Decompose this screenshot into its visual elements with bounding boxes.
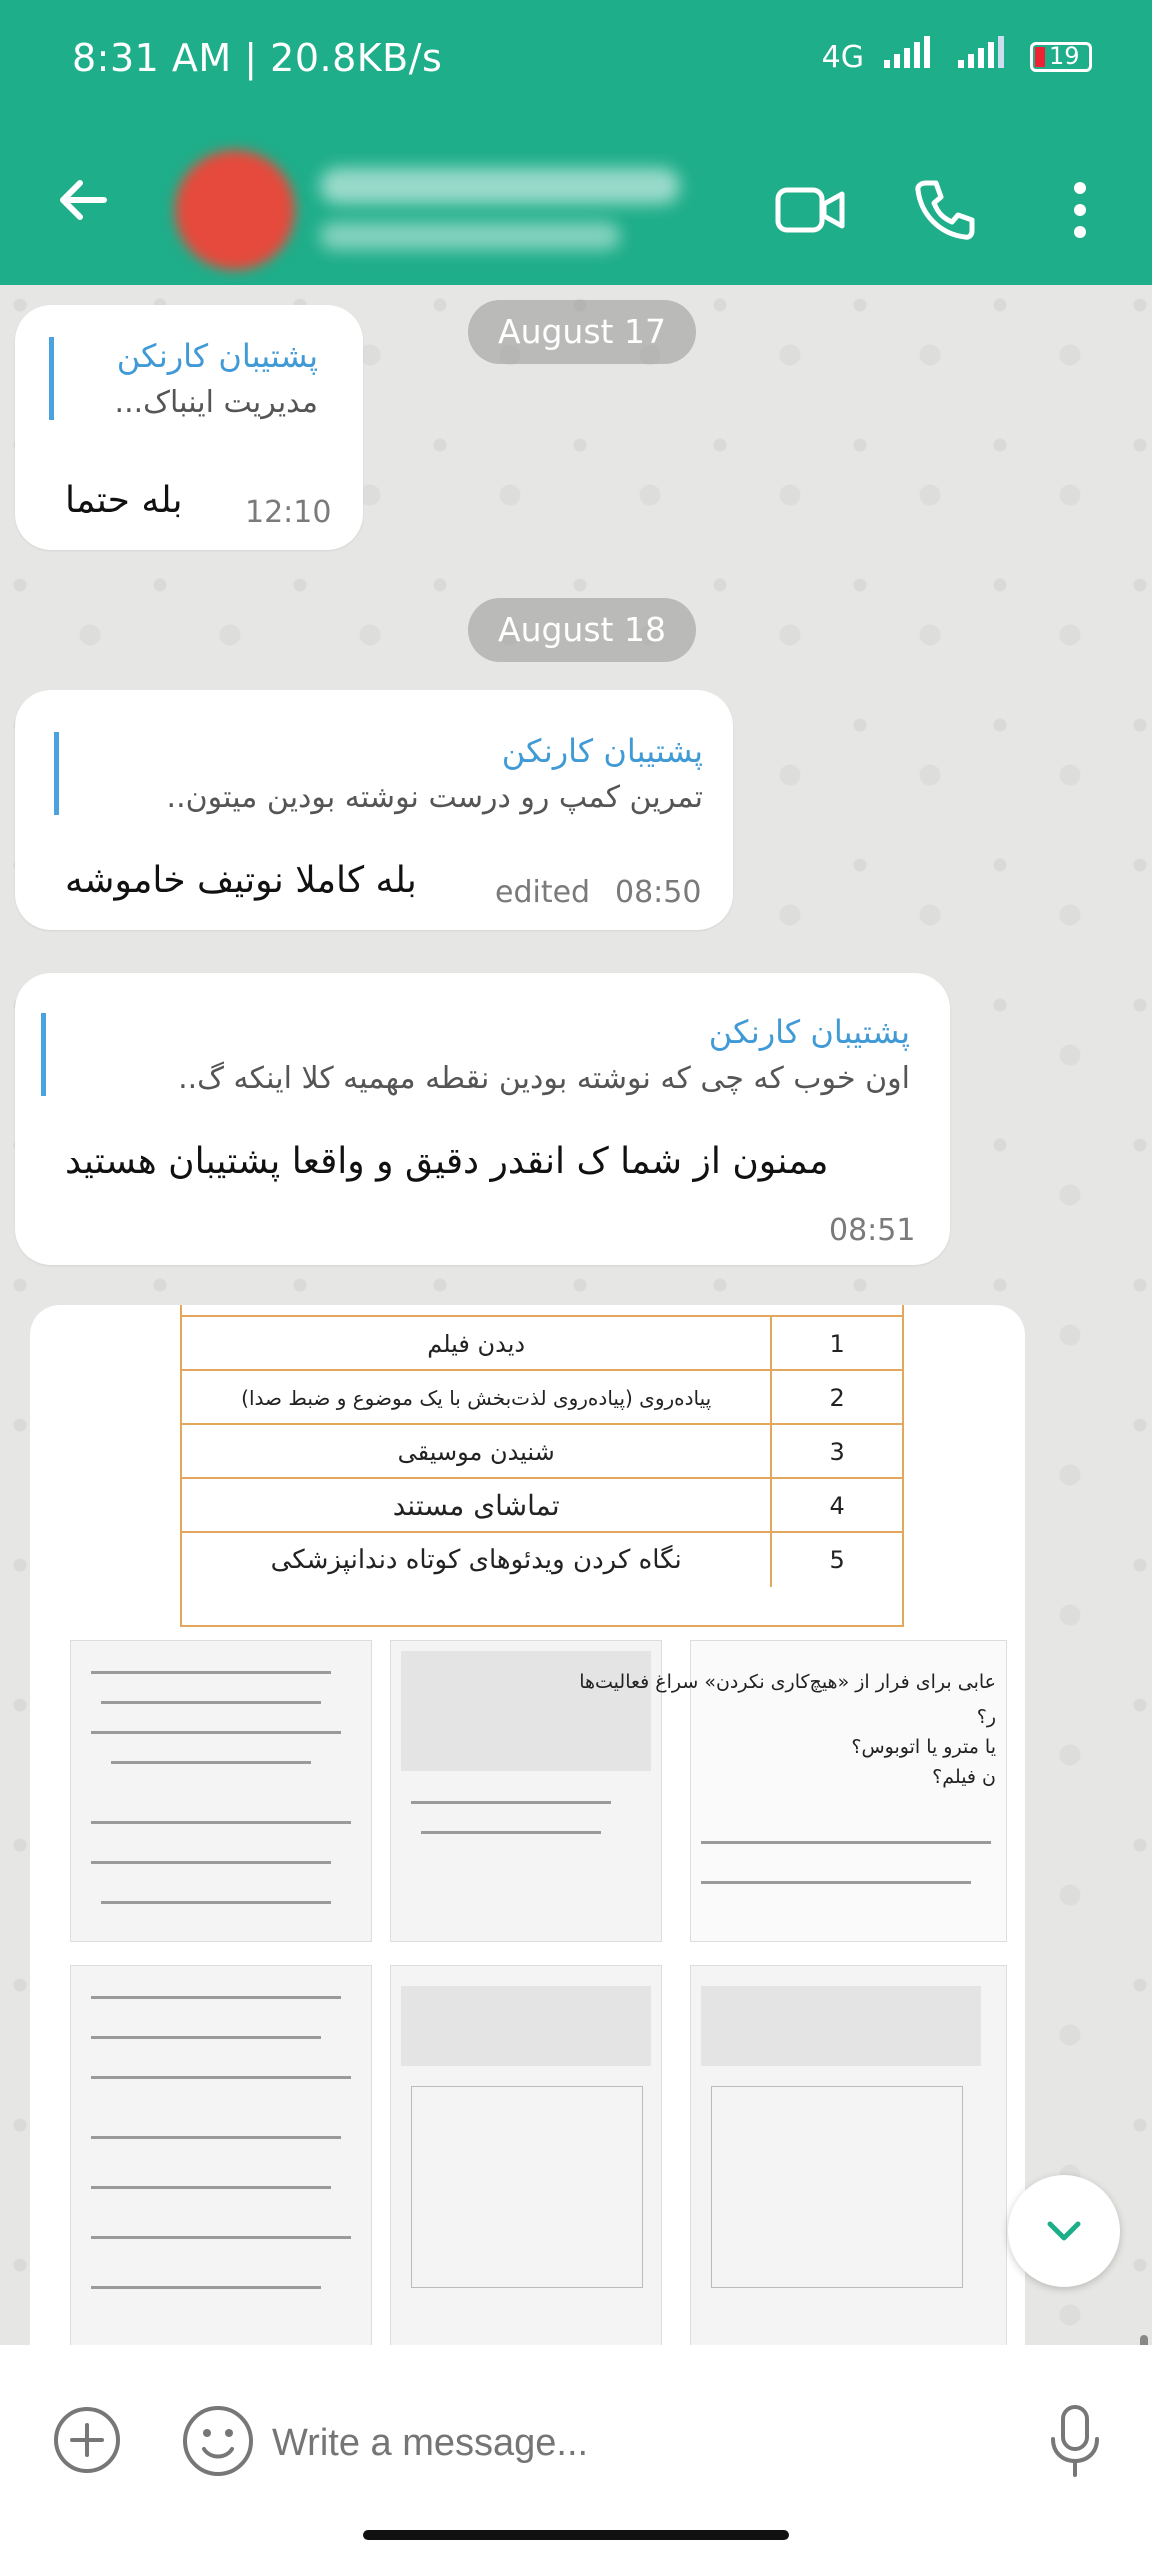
scroll-to-bottom-button[interactable] xyxy=(1008,2175,1120,2287)
worksheet-thumbnail xyxy=(390,1965,662,2345)
table-row: پیاده‌روی (پیاده‌روی لذت‌بخش با یک موضوع و ضبط صدا) 2 xyxy=(182,1369,902,1425)
contact-subtitle xyxy=(320,222,620,250)
video-camera-icon xyxy=(774,182,846,238)
worksheet-thumbnail xyxy=(70,1965,372,2345)
worksheet-thumbnail xyxy=(70,1640,372,1942)
table-row: نگاه کردن ویدئوهای کوتاه دندانپزشکی 5 xyxy=(182,1531,902,1587)
reply-quote[interactable] xyxy=(54,732,703,815)
table-row: دیدن فیلم 1 xyxy=(182,1315,902,1371)
plus-circle-icon xyxy=(52,2405,122,2475)
message-time: 08:50 xyxy=(615,875,702,910)
worksheet-thumbnail: عابی برای فرار از «هیچ‌کاری نکردن» سراغ فعالیت‌ها ر؟ یا مترو یا اتوبوس؟ ن فیلم؟ xyxy=(690,1640,1007,1942)
battery-icon xyxy=(1030,42,1092,72)
status-time: 8:31 AM | 20.8KB/s xyxy=(72,36,443,80)
attach-button[interactable] xyxy=(52,2405,122,2475)
voice-call-button[interactable] xyxy=(905,170,985,250)
message-text: بله کاملا نوتیف خاموشه xyxy=(65,860,417,901)
reply-sender: پشتیبان کارنکن xyxy=(116,337,318,375)
worksheet-table xyxy=(180,1305,904,1627)
microphone-icon xyxy=(1045,2403,1105,2479)
message-bubble[interactable] xyxy=(15,305,363,550)
chevron-down-icon xyxy=(1044,2218,1084,2244)
contact-name[interactable] xyxy=(320,168,680,204)
message-time: 08:51 xyxy=(829,1213,916,1248)
table-row: تماشای مستند 4 xyxy=(182,1477,902,1533)
image-message[interactable] xyxy=(30,1305,1025,2345)
voice-message-button[interactable] xyxy=(1045,2403,1105,2479)
more-vertical-icon xyxy=(1070,180,1090,240)
reply-quote[interactable] xyxy=(49,337,318,420)
reply-quote[interactable] xyxy=(41,1013,910,1096)
signal-icon xyxy=(882,36,938,78)
arrow-left-icon xyxy=(50,165,120,235)
date-separator: August 17 xyxy=(468,300,696,364)
network-type: 4G xyxy=(821,39,864,75)
reply-text: اون خوب که چی که نوشته بودین نقطه مهمیه کلا اینکه گ.. xyxy=(178,1061,910,1096)
message-time: 12:10 xyxy=(245,495,332,530)
emoji-button[interactable] xyxy=(180,2403,256,2479)
home-indicator[interactable] xyxy=(363,2530,789,2540)
signal-icon-2 xyxy=(956,36,1012,78)
message-text: ممنون از شما ک انقدر دقیق و واقعا پشتیبان هستید xyxy=(65,1141,829,1182)
phone-icon xyxy=(912,177,978,243)
status-indicators xyxy=(822,36,1092,78)
table-row: شنیدن موسیقی 3 xyxy=(182,1423,902,1479)
reply-text: مدیریت اینباک... xyxy=(114,385,318,420)
status-bar xyxy=(0,0,1152,130)
message-bubble[interactable] xyxy=(15,973,950,1265)
battery-level: 19 xyxy=(1049,42,1080,70)
message-bubble[interactable] xyxy=(15,690,733,930)
more-options-button[interactable] xyxy=(1040,170,1120,250)
avatar[interactable] xyxy=(175,150,295,270)
chat-history[interactable] xyxy=(0,285,1152,2345)
message-text: بله حتما xyxy=(65,480,183,521)
message-composer xyxy=(0,2345,1152,2560)
chat-header xyxy=(0,130,1152,285)
reply-sender: پشتیبان کارنکن xyxy=(708,1013,910,1051)
scrollbar[interactable] xyxy=(1140,2335,1148,2345)
video-call-button[interactable] xyxy=(770,170,850,250)
date-separator: August 18 xyxy=(468,598,696,662)
back-button[interactable] xyxy=(50,165,120,235)
reply-sender: پشتیبان کارنکن xyxy=(501,732,703,770)
worksheet-thumbnail xyxy=(690,1965,1007,2345)
message-input[interactable] xyxy=(270,2407,994,2479)
smiley-icon xyxy=(180,2403,256,2479)
edited-label: edited xyxy=(495,875,591,910)
reply-text: تمرین کمپ رو درست نوشته بودین میتون.. xyxy=(166,780,703,815)
